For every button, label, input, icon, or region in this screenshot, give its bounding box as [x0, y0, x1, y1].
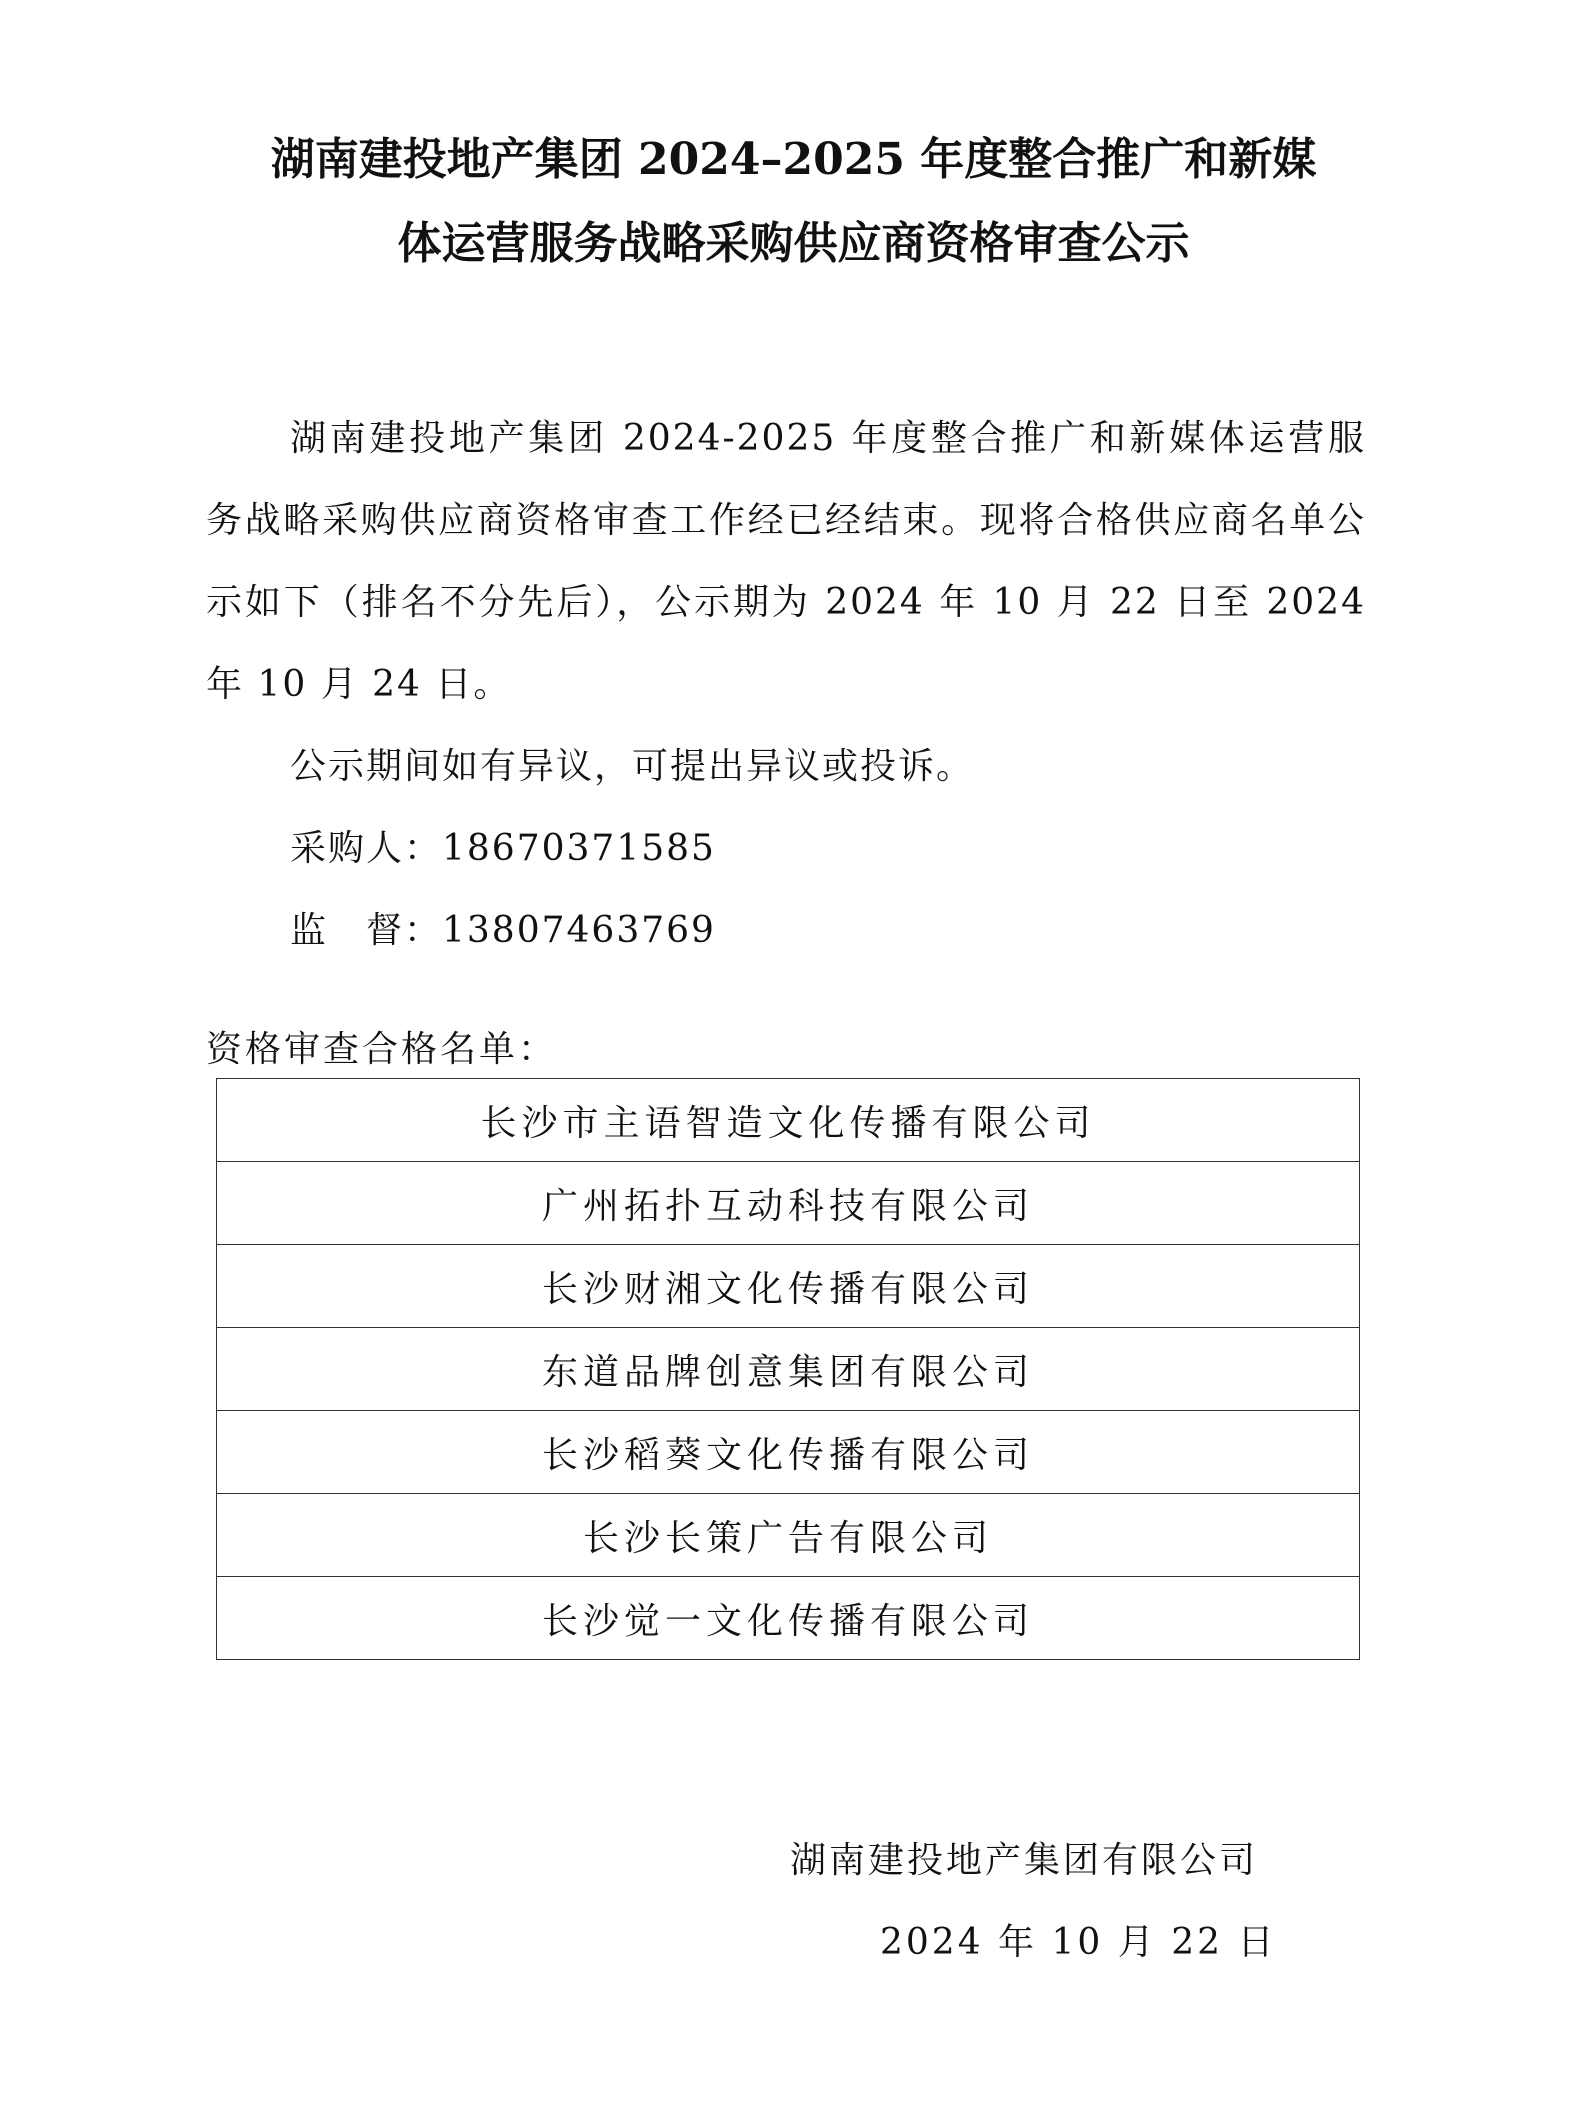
qualified-list-heading: 资格审查合格名单：	[206, 1029, 558, 1070]
supervisor-contact: 监 督：13807463769	[290, 910, 716, 951]
company-name-cell: 长沙市主语智造文化传播有限公司	[217, 1079, 1360, 1162]
company-name-cell: 东道品牌创意集团有限公司	[217, 1328, 1360, 1411]
signature-block	[760, 1820, 1360, 1984]
title-line-2: 体运营服务战略采购供应商资格审查公示	[397, 218, 1190, 269]
company-name-cell: 长沙财湘文化传播有限公司	[217, 1245, 1360, 1328]
company-name-cell: 长沙稻葵文化传播有限公司	[217, 1411, 1360, 1494]
company-name-cell: 广州拓扑互动科技有限公司	[217, 1162, 1360, 1245]
signing-organization: 湖南建投地产集团有限公司	[790, 1840, 1259, 1881]
table-row	[217, 1411, 1360, 1494]
objection-paragraph: 公示期间如有异议，可提出异议或投诉。	[290, 746, 975, 787]
signing-date: 2024 年 10 月 22 日	[880, 1922, 1277, 1963]
title-line-1: 湖南建投地产集团 2024–2025 年度整合推广和新媒	[270, 134, 1317, 185]
announcement-paragraph: 湖南建投地产集团 2024-2025 年度整合推广和新媒体运营服务战略采购供应商资格审查工作经已经结束。现将合格供应商名单公示如下（排名不分先后），公示期为 2024 年 10 月 22 日至 2024 年 10 月 24 日。	[206, 418, 1366, 705]
company-name-cell: 长沙觉一文化传播有限公司	[217, 1577, 1360, 1660]
table-row	[217, 1162, 1360, 1245]
company-name-cell: 长沙长策广告有限公司	[217, 1494, 1360, 1577]
document-title	[150, 118, 1437, 286]
table-row	[217, 1577, 1360, 1660]
table-row	[217, 1079, 1360, 1162]
table-row	[217, 1494, 1360, 1577]
announcement-body	[206, 398, 1366, 972]
purchaser-contact: 采购人：18670371585	[290, 828, 716, 869]
qualified-supplier-table	[216, 1078, 1360, 1660]
table-row	[217, 1245, 1360, 1328]
table-row	[217, 1328, 1360, 1411]
